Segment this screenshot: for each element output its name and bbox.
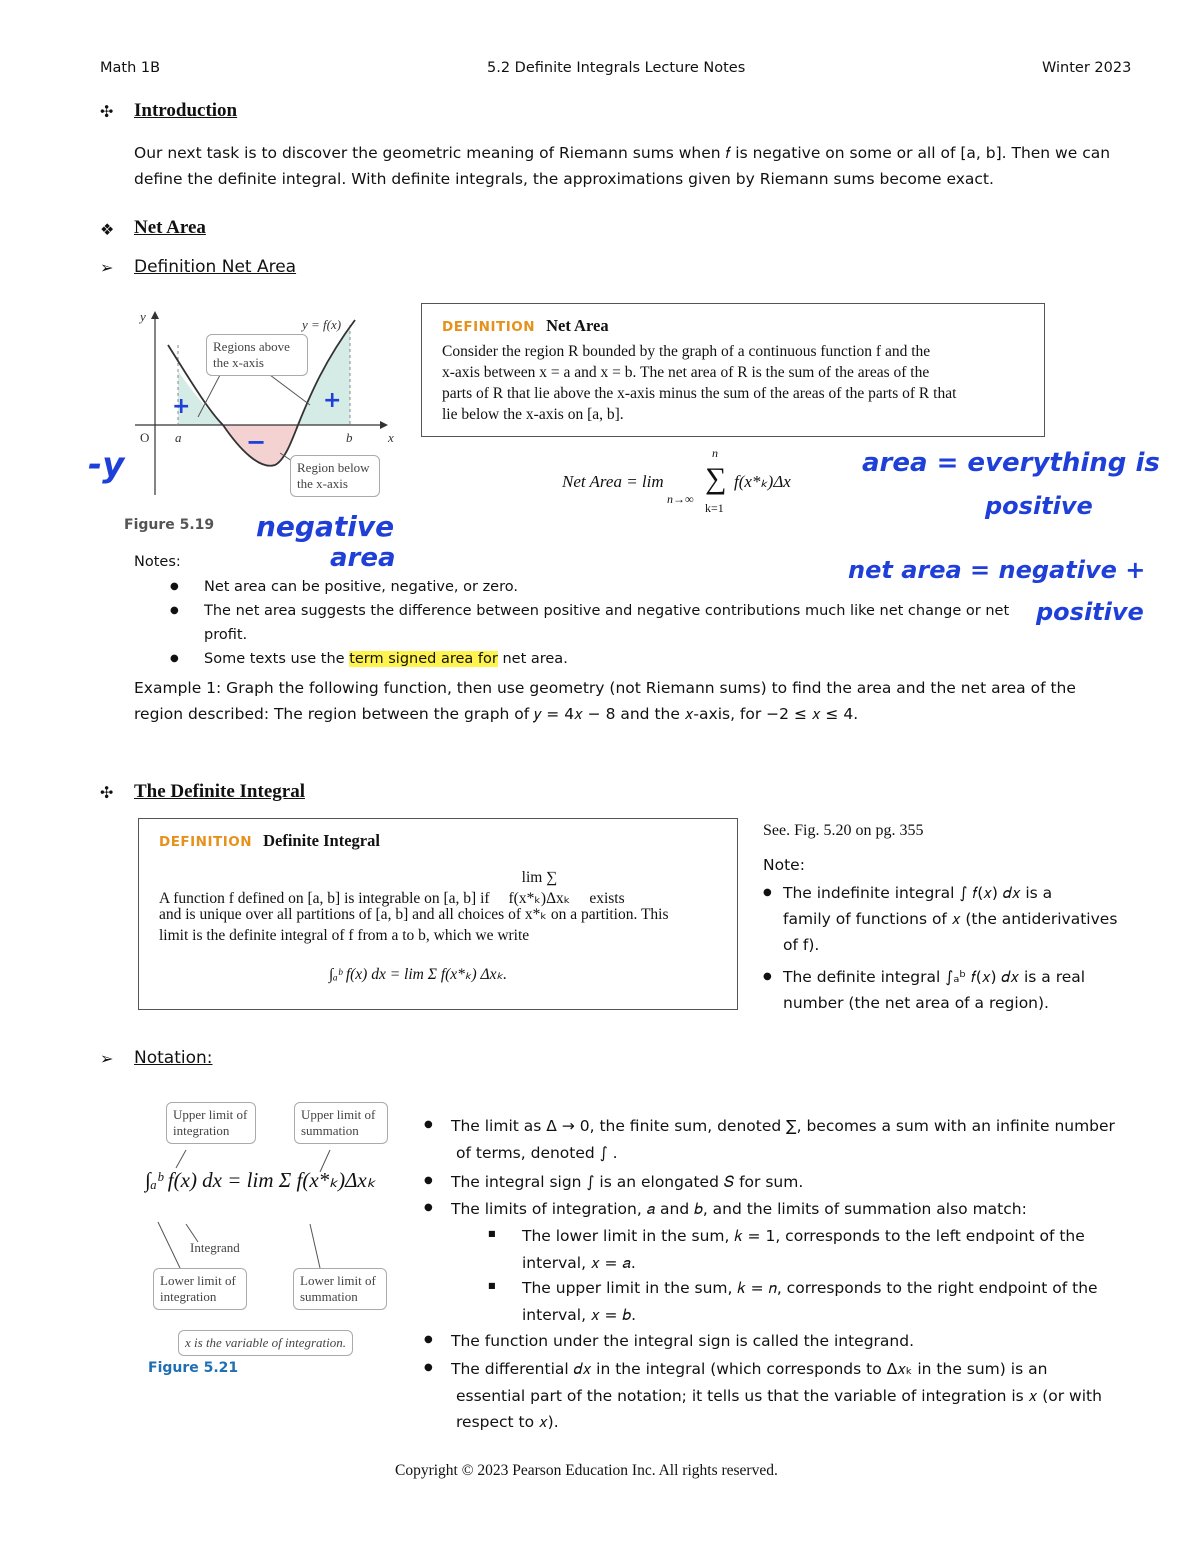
- example-line-2: region described: The region between the graph of 𝑦 = 4𝑥 − 8 and the 𝑥-axis, for −2 ≤ 𝑥 ≤ 4.: [134, 705, 859, 723]
- diamond-bullet-icon: ✣: [100, 102, 114, 121]
- diamond-bullet-icon: ✣: [100, 783, 114, 802]
- hand-plus-right: +: [323, 388, 342, 413]
- footer-copyright: Copyright © 2023 Pearson Education Inc. All rights reserved.: [395, 1462, 778, 1479]
- formula-limit-sub: n→∞: [667, 492, 694, 506]
- list-item: [170, 647, 1030, 671]
- callout-upper-integration: Upper limit of integration: [166, 1102, 256, 1144]
- def-line: parts of R that lie above the x-axis minus the sum of the areas of the parts of R that: [442, 385, 957, 402]
- net-area-definition-text: [442, 341, 1032, 425]
- notes-list: [170, 575, 1030, 671]
- see-figure: See. Fig. 5.20 on pg. 355: [763, 822, 924, 839]
- def-line: limit is the definite integral of f from a to b, which we write: [159, 927, 530, 944]
- def-line: x-axis between x = a and x = b. The net area of R is the sum of the areas of the: [442, 364, 930, 381]
- graph-label-b: b: [346, 430, 353, 445]
- definite-notes: [763, 880, 1143, 1016]
- def-line-2-3: [159, 904, 729, 946]
- figure-519-caption: Figure 5.19: [124, 517, 215, 533]
- list-item: interval, 𝑥 = 𝑏.: [522, 1306, 637, 1324]
- hand-plus-left: +: [172, 394, 191, 419]
- graph-label-fx: y = f(x): [302, 317, 342, 332]
- intro-paragraph: [134, 140, 1144, 192]
- hand-net-area: net area = negative +: [848, 556, 1146, 584]
- list-item: The limits of integration, 𝑎 and 𝑏, and the limits of summation also match:: [451, 1200, 1027, 1218]
- list-item: [170, 599, 1030, 647]
- callout-lower-summation: Lower limit of summation: [293, 1268, 387, 1310]
- note-text: The definite integral ∫ₐᵇ 𝑓(𝑥) 𝑑𝑥 is a real: [783, 968, 1086, 986]
- note-text: number (the net area of a region).: [783, 994, 1049, 1012]
- notation-heading: Notation:: [134, 1048, 213, 1068]
- callout-variable: x is the variable of integration.: [178, 1330, 353, 1356]
- arrow-bullet-icon: ➢: [100, 258, 114, 277]
- formula-sum-bottom: k=1: [705, 501, 724, 515]
- intro-line-2: define the definite integral. With definite integrals, the approximations given by Riemann sums become exact.: [134, 170, 994, 188]
- list-item: [170, 575, 1030, 599]
- definite-integral-definition-box: [138, 818, 738, 1010]
- definition-label: DEFINITION: [442, 319, 536, 335]
- list-item: The function under the integral sign is called the integrand.: [451, 1332, 914, 1350]
- list-item: The limit as Δ → 0, the finite sum, denoted ∑, becomes a sum with an infinite number: [451, 1117, 1115, 1135]
- def-line: and is unique over all partitions of [a, b] and all choices of x*ₖ on a partition. This: [159, 906, 669, 923]
- callout-integrand: Integrand: [190, 1240, 240, 1255]
- net-area-heading: Net Area: [134, 217, 206, 238]
- notation-formula: ∫ₐᵇ f(x) dx = lim Σ f(x*ₖ)Δxₖ: [145, 1168, 376, 1192]
- formula-sum-top: n: [712, 446, 718, 460]
- list-item: interval, 𝑥 = 𝑎.: [522, 1254, 636, 1272]
- def-line-1: [159, 867, 625, 909]
- highlighted-text: term signed area for: [349, 651, 498, 667]
- notes-label: Notes:: [134, 554, 181, 570]
- hand-area: area: [330, 543, 396, 573]
- definition-title: Definite Integral: [263, 831, 380, 850]
- formula-lhs: Net Area = lim: [562, 472, 664, 491]
- list-item: The upper limit in the sum, 𝑘 = 𝑛, corresponds to the right endpoint of the: [522, 1279, 1098, 1297]
- hand-negative: negative: [256, 510, 395, 543]
- callout-upper-summation: Upper limit of summation: [294, 1102, 388, 1144]
- callout-region-below: Region below the x-axis: [290, 455, 380, 497]
- list-item: respect to 𝑥).: [456, 1413, 559, 1431]
- hand-minus-y: -y: [88, 445, 125, 485]
- def-text: A function f defined on [a, b] is integrable on [a, b] if: [159, 890, 490, 907]
- hand-positive-2: positive: [1036, 598, 1144, 626]
- net-area-definition-box: [421, 303, 1045, 437]
- graph-label-a: a: [175, 430, 182, 445]
- graph-label-y: y: [140, 309, 146, 324]
- note-label: Note:: [763, 856, 805, 874]
- note-text: Net area can be positive, negative, or zero.: [204, 579, 518, 595]
- graph-label-o: O: [140, 430, 150, 445]
- list-item: The lower limit in the sum, 𝑘 = 1, corresponds to the left endpoint of the: [522, 1227, 1085, 1245]
- callout-regions-above: Regions above the x-axis: [206, 334, 308, 376]
- limit-sum-icon: lim ∑ f(x*ₖ)Δxₖ: [508, 869, 571, 907]
- figure-521-caption: Figure 5.21: [148, 1360, 239, 1376]
- note-text: of f).: [783, 936, 820, 954]
- note-text: The indefinite integral ∫ 𝑓(𝑥) 𝑑𝑥 is a: [783, 884, 1053, 902]
- def-line: Consider the region R bounded by the graph of a continuous function f and the: [442, 343, 931, 360]
- hand-positive-1: positive: [985, 492, 1093, 520]
- def-text: exists: [589, 890, 625, 907]
- intro-heading: Introduction: [134, 100, 238, 121]
- note-text: net area.: [497, 651, 568, 667]
- definite-integral-heading: The Definite Integral: [134, 781, 305, 802]
- intro-line-1: Our next task is to discover the geometric meaning of Riemann sums when 𝑓 is negative on some or all of [a, b]. Then we can: [134, 144, 1111, 162]
- callout-lower-integration: Lower limit of integration: [153, 1268, 247, 1310]
- example-line-1: Example 1: Graph the following function, then use geometry (not Riemann sums) to find the area and the net area of the: [134, 679, 1076, 697]
- formula-rhs: f(x*ₖ)Δx: [734, 472, 791, 491]
- list-item: ● The indefinite integral ∫ 𝑓(𝑥) 𝑑𝑥 is a family of functions of 𝑥 (the antiderivatives of f).: [763, 880, 1143, 958]
- net-area-formula: [562, 446, 822, 516]
- definition-title: Net Area: [546, 316, 609, 335]
- net-area-subheading: Definition Net Area: [134, 257, 297, 277]
- note-text: The net area suggests the difference between positive and negative contributions much like net change or net profit.: [204, 603, 1010, 643]
- sigma-icon: ∑: [705, 462, 727, 495]
- def-line: lie below the x-axis on [a, b].: [442, 406, 624, 423]
- list-item: The differential 𝑑𝑥 in the integral (which corresponds to Δ𝑥ₖ in the sum) is an: [451, 1360, 1048, 1378]
- definition-label: DEFINITION: [159, 834, 253, 850]
- header-course: Math 1B: [100, 60, 161, 76]
- note-text: family of functions of 𝑥 (the antiderivatives: [783, 910, 1118, 928]
- list-item: ● The definite integral ∫ₐᵇ 𝑓(𝑥) 𝑑𝑥 is a real number (the net area of a region).: [763, 964, 1143, 1016]
- diamond-bullet-icon: ❖: [100, 220, 115, 239]
- arrow-bullet-icon: ➢: [100, 1049, 114, 1068]
- example-1: [134, 675, 1134, 727]
- graph-label-x: x: [388, 430, 394, 445]
- header-title: 5.2 Definite Integrals Lecture Notes: [487, 60, 746, 76]
- def-formula: ∫ₐᵇ f(x) dx = lim Σ f(x*ₖ) Δxₖ.: [329, 966, 508, 983]
- note-text: Some texts use the: [204, 651, 350, 667]
- hand-area-everything: area = everything is: [862, 448, 1160, 478]
- header-term: Winter 2023: [1042, 60, 1132, 76]
- list-item: The integral sign ∫ is an elongated 𝑆 for sum.: [451, 1173, 804, 1191]
- list-item: essential part of the notation; it tells us that the variable of integration is 𝑥 (or with: [456, 1387, 1102, 1405]
- hand-minus: −: [246, 428, 267, 456]
- list-item: of terms, denoted ∫ .: [456, 1144, 618, 1162]
- notation-connectors: [140, 1140, 410, 1280]
